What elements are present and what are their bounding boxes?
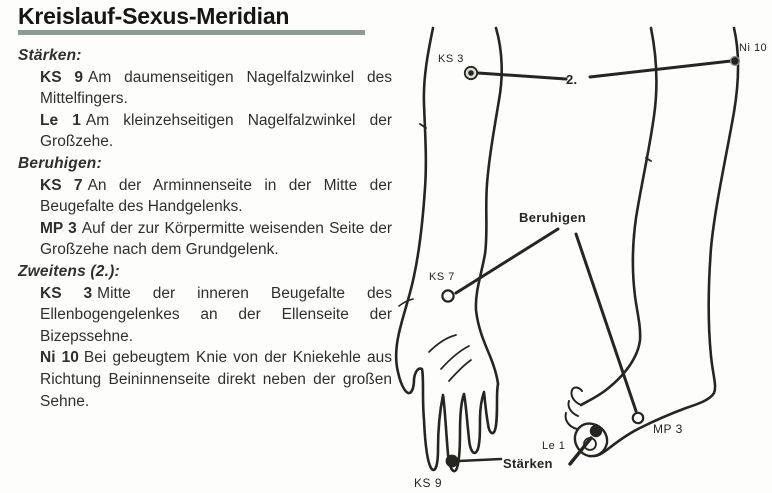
point-term: Ni 10 — [40, 349, 79, 367]
label-beruhigen: Beruhigen — [519, 210, 586, 225]
point-term: KS 7 — [40, 176, 83, 194]
point-mp3-marker — [633, 413, 643, 423]
leg-right-outline-heel-sole — [594, 28, 738, 456]
point-description: Bei gebeugtem Knie von der Kniekehle aus Richtung Beininnenseite direkt neben der großen Sehne. — [40, 349, 392, 410]
label-ks7: KS 7 — [429, 271, 455, 283]
label-mp3: MP 3 — [653, 422, 683, 436]
pointer-ks9-to-staerken — [459, 459, 501, 461]
point-description: Auf der zur Körpermitte weisenden Seite der Großzehe nach dem Grundgelenk. — [40, 219, 392, 259]
point-term: KS 9 — [40, 68, 84, 86]
point-ni10-marker — [731, 57, 740, 66]
pointer-beruhigen-to-ks7 — [456, 229, 558, 293]
pointer-beruhigen-to-mp3 — [576, 234, 636, 411]
hand-crease-3 — [449, 360, 471, 381]
section-heading-zweitens: Zweitens (2.): — [18, 262, 120, 280]
point-ks3-marker — [465, 67, 477, 79]
point-description: Am kleinzehseitigen Nagelfalzwinkel der Großzehe. — [40, 111, 392, 151]
label-staerken: Stärken — [503, 456, 553, 471]
label-le1: Le 1 — [542, 440, 566, 452]
point-term: Le 1 — [40, 111, 81, 129]
point-ks9-marker — [446, 455, 459, 468]
arm-right-outline — [476, 28, 502, 384]
label-ks9: KS 9 — [414, 476, 443, 490]
pointer-2-to-ni10 — [590, 61, 731, 77]
point-description: Am daumenseitigen Nagelfalzwinkel des Mittelfingers. — [40, 68, 392, 108]
label-ks3: KS 3 — [438, 53, 464, 65]
pointer-staerken-to-le1 — [570, 438, 591, 464]
leg-left-outline-instep — [581, 28, 656, 405]
point-term: MP 3 — [40, 219, 77, 237]
section-heading-beruhigen: Beruhigen: — [18, 154, 102, 172]
point-description: An der Arminnenseite in der Mitte der Beugefalte des Handgelenks. — [40, 176, 392, 216]
toe-curl-1 — [571, 387, 582, 405]
point-term: KS 3 — [40, 284, 93, 302]
label-ni10: Ni 10 — [739, 42, 768, 54]
arm-left-outline-and-hand — [396, 28, 498, 471]
hand-crease-1 — [429, 335, 456, 352]
section-heading-staerken: Stärken: — [18, 47, 82, 64]
label-second: 2. — [566, 72, 578, 87]
point-le1-marker — [590, 425, 602, 437]
page-title: Kreislauf-Sexus-Meridian — [18, 3, 290, 29]
point-ks7-marker — [442, 290, 453, 301]
pointer-ks3-to-2 — [478, 73, 566, 79]
point-description: Mitte der inneren Beugefalte des Ellenbogengelenkes an der Ellenseite der Bizepssehne. — [40, 284, 393, 345]
